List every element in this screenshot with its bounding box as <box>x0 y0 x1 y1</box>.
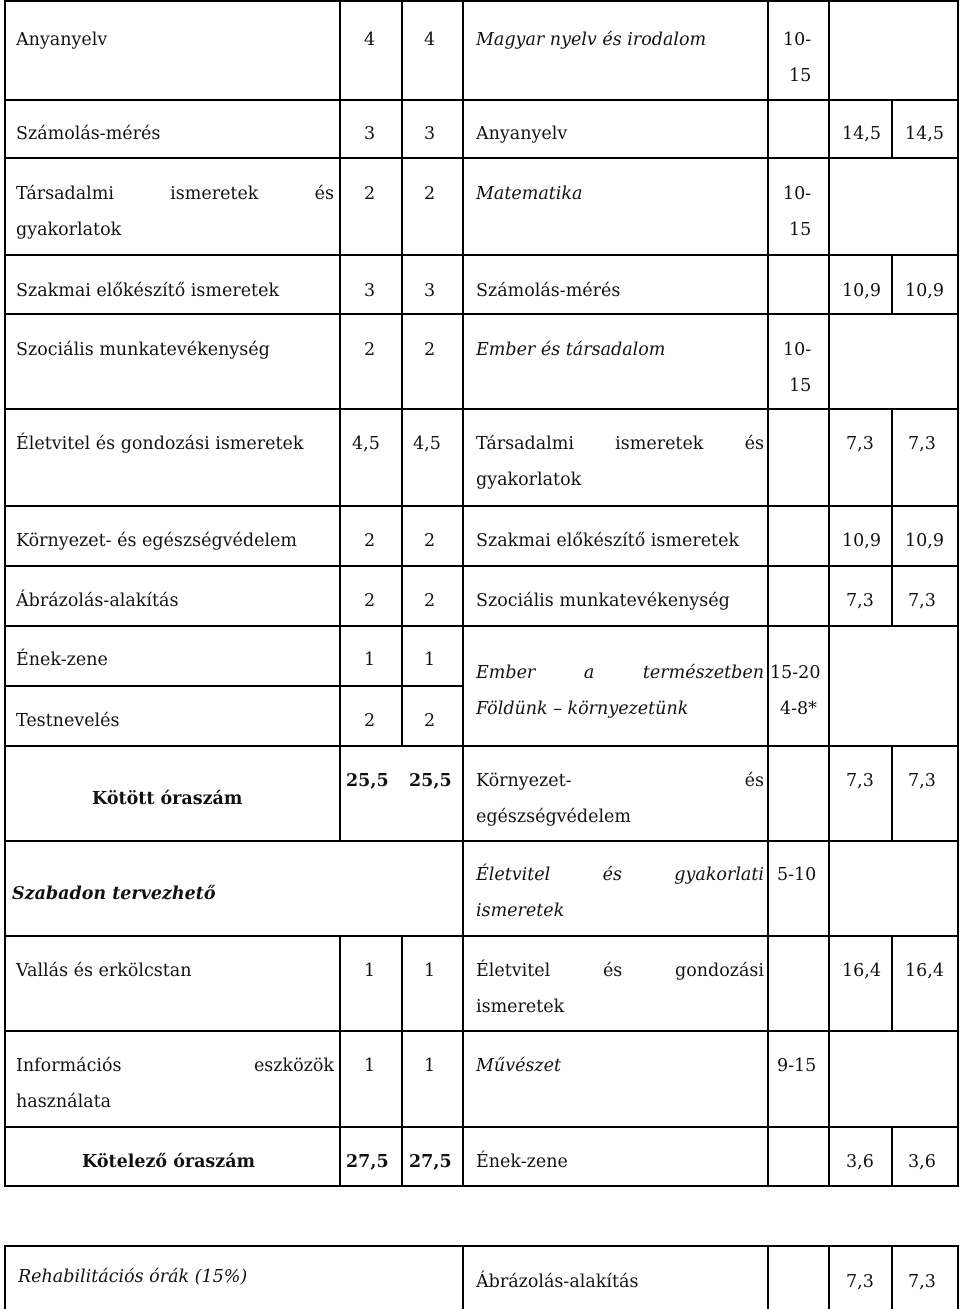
hours-a: 2 <box>364 591 376 611</box>
right-value-1: 15-20 <box>770 663 821 683</box>
hours-a: 2 <box>364 340 376 360</box>
left-subject: Szociális munkatevékenység <box>16 340 270 360</box>
left-subject-cont: gyakorlatok <box>16 220 122 240</box>
hours-b: 1 <box>424 650 436 670</box>
right-subject: Ember és társadalom <box>476 340 666 360</box>
left-subject: Környezet- és egészségvédelem <box>16 531 298 551</box>
hours-b: 2 <box>424 711 436 731</box>
row-divider <box>4 157 959 159</box>
col-divider <box>339 935 341 1186</box>
col-divider <box>891 1126 893 1186</box>
right-subject: Anyanyelv <box>476 124 568 144</box>
col-divider <box>891 408 893 625</box>
col-divider <box>462 0 464 1187</box>
row-divider <box>4 408 959 410</box>
col-divider <box>891 254 893 313</box>
right-value-1: 10,9 <box>842 531 881 551</box>
right-value-1: 10,9 <box>842 281 881 301</box>
hours-a: 2 <box>364 531 376 551</box>
left-subject: Kötött óraszám <box>92 789 243 809</box>
hours-a: 2 <box>364 711 376 731</box>
row-divider <box>4 254 959 256</box>
hours-a: 27,5 <box>346 1152 389 1172</box>
row-divider <box>4 935 959 937</box>
right-value-2: 7,3 <box>908 771 936 791</box>
right-value-1: 7,3 <box>846 771 874 791</box>
left-subject: Ének-zene <box>16 650 108 670</box>
right-value-1: 9-15 <box>777 1056 817 1076</box>
right-subject: Életvitel és gondozási <box>476 961 764 981</box>
right-value-2: 7,3 <box>908 434 936 454</box>
row-divider <box>4 99 959 101</box>
right-value-1-cont: 15 <box>789 220 812 240</box>
hours-b: 25,5 <box>409 771 452 791</box>
hours-b: 2 <box>424 340 436 360</box>
row-divider <box>4 625 959 627</box>
right-value-1: 14,5 <box>842 124 881 144</box>
left-subject: Rehabilitációs órák (15%) <box>18 1267 248 1287</box>
right-value-2: 10,9 <box>905 531 944 551</box>
left-subject: Testnevelés <box>16 711 120 731</box>
row-divider <box>4 1126 959 1128</box>
row-divider <box>4 840 959 842</box>
right-value-2: 7,3 <box>908 1272 936 1292</box>
right-value-1-cont: 15 <box>789 66 812 86</box>
right-subject: Művészet <box>476 1056 562 1076</box>
hours-a: 3 <box>364 124 376 144</box>
left-subject: Vallás és erkölcstan <box>16 961 192 981</box>
right-value-2: 14,5 <box>905 124 944 144</box>
left-subject: Kötelező óraszám <box>82 1152 256 1172</box>
left-subject: Társadalmi ismeretek és <box>16 184 334 204</box>
row-divider <box>4 745 959 747</box>
right-value-2: 3,6 <box>908 1152 936 1172</box>
left-subject: Szabadon tervezhető <box>12 884 216 904</box>
hours-b: 4,5 <box>413 434 441 454</box>
right-subject: Ábrázolás-alakítás <box>476 1272 639 1292</box>
row-divider <box>4 685 462 687</box>
right-value-1: 7,3 <box>846 591 874 611</box>
right-value-1: 3,6 <box>846 1152 874 1172</box>
row-divider <box>4 565 959 567</box>
left-subject: Számolás-mérés <box>16 124 161 144</box>
hours-b: 3 <box>424 124 436 144</box>
left-subject: Információs eszközök <box>16 1056 334 1076</box>
right-subject-cont: gyakorlatok <box>476 470 582 490</box>
right-value-2: 16,4 <box>905 961 944 981</box>
right-subject-cont: ismeretek <box>476 997 565 1017</box>
col-divider <box>339 0 341 840</box>
hours-b: 1 <box>424 961 436 981</box>
hours-b: 4 <box>424 30 436 50</box>
right-subject: Számolás-mérés <box>476 281 621 301</box>
col-divider <box>401 0 403 745</box>
left-subject: Ábrázolás-alakítás <box>16 591 179 611</box>
hours-a: 3 <box>364 281 376 301</box>
col-divider <box>767 1245 769 1309</box>
hours-b: 1 <box>424 1056 436 1076</box>
col-divider <box>462 1245 464 1309</box>
hours-a: 1 <box>364 1056 376 1076</box>
left-subject: Életvitel és gondozási ismeretek <box>16 434 304 454</box>
hours-b: 3 <box>424 281 436 301</box>
right-subject: Ember a természetben <box>476 663 764 683</box>
right-subject: Társadalmi ismeretek és <box>476 434 764 454</box>
right-value-1-cont: 15 <box>789 376 812 396</box>
col-divider <box>401 935 403 1186</box>
row-divider <box>4 1245 959 1247</box>
row-divider <box>4 313 959 315</box>
hours-a: 1 <box>364 961 376 981</box>
right-value-1-cont: 4-8* <box>780 699 817 719</box>
hours-a: 4 <box>364 30 376 50</box>
col-divider <box>891 1245 893 1309</box>
col-divider <box>828 1245 830 1309</box>
col-divider <box>891 745 893 840</box>
row-divider <box>4 505 959 507</box>
hours-a: 4,5 <box>352 434 380 454</box>
row-divider <box>4 1030 959 1032</box>
right-value-1: 10- <box>783 340 812 360</box>
col-divider <box>767 0 769 1187</box>
left-subject: Szakmai előkészítő ismeretek <box>16 281 280 301</box>
right-value-1: 10- <box>783 30 812 50</box>
right-subject-cont: egészségvédelem <box>476 807 632 827</box>
right-subject-cont: ismeretek <box>476 901 565 921</box>
hours-b: 27,5 <box>409 1152 452 1172</box>
hours-a: 1 <box>364 650 376 670</box>
right-value-2: 7,3 <box>908 591 936 611</box>
col-divider <box>891 935 893 1030</box>
right-value-1: 5-10 <box>777 865 817 885</box>
hours-b: 2 <box>424 591 436 611</box>
right-subject: Környezet- és <box>476 771 764 791</box>
row-divider <box>4 0 959 2</box>
left-subject: Anyanyelv <box>16 30 108 50</box>
right-subject-cont: Földünk – környezetünk <box>476 699 689 719</box>
hours-a: 2 <box>364 184 376 204</box>
right-subject: Életvitel és gyakorlati <box>476 865 764 885</box>
right-subject: Szakmai előkészítő ismeretek <box>476 531 740 551</box>
hours-b: 2 <box>424 531 436 551</box>
right-value-1: 7,3 <box>846 1272 874 1292</box>
left-subject-cont: használata <box>16 1092 112 1112</box>
right-subject: Ének-zene <box>476 1152 568 1172</box>
right-value-2: 10,9 <box>905 281 944 301</box>
right-subject: Matematika <box>476 184 583 204</box>
col-divider <box>828 0 830 1187</box>
right-subject: Magyar nyelv és irodalom <box>476 30 707 50</box>
col-divider <box>891 99 893 157</box>
right-value-1: 10- <box>783 184 812 204</box>
hours-a: 25,5 <box>346 771 389 791</box>
right-subject: Szociális munkatevékenység <box>476 591 730 611</box>
right-value-1: 16,4 <box>842 961 881 981</box>
hours-b: 2 <box>424 184 436 204</box>
row-divider <box>4 1185 959 1187</box>
right-value-1: 7,3 <box>846 434 874 454</box>
